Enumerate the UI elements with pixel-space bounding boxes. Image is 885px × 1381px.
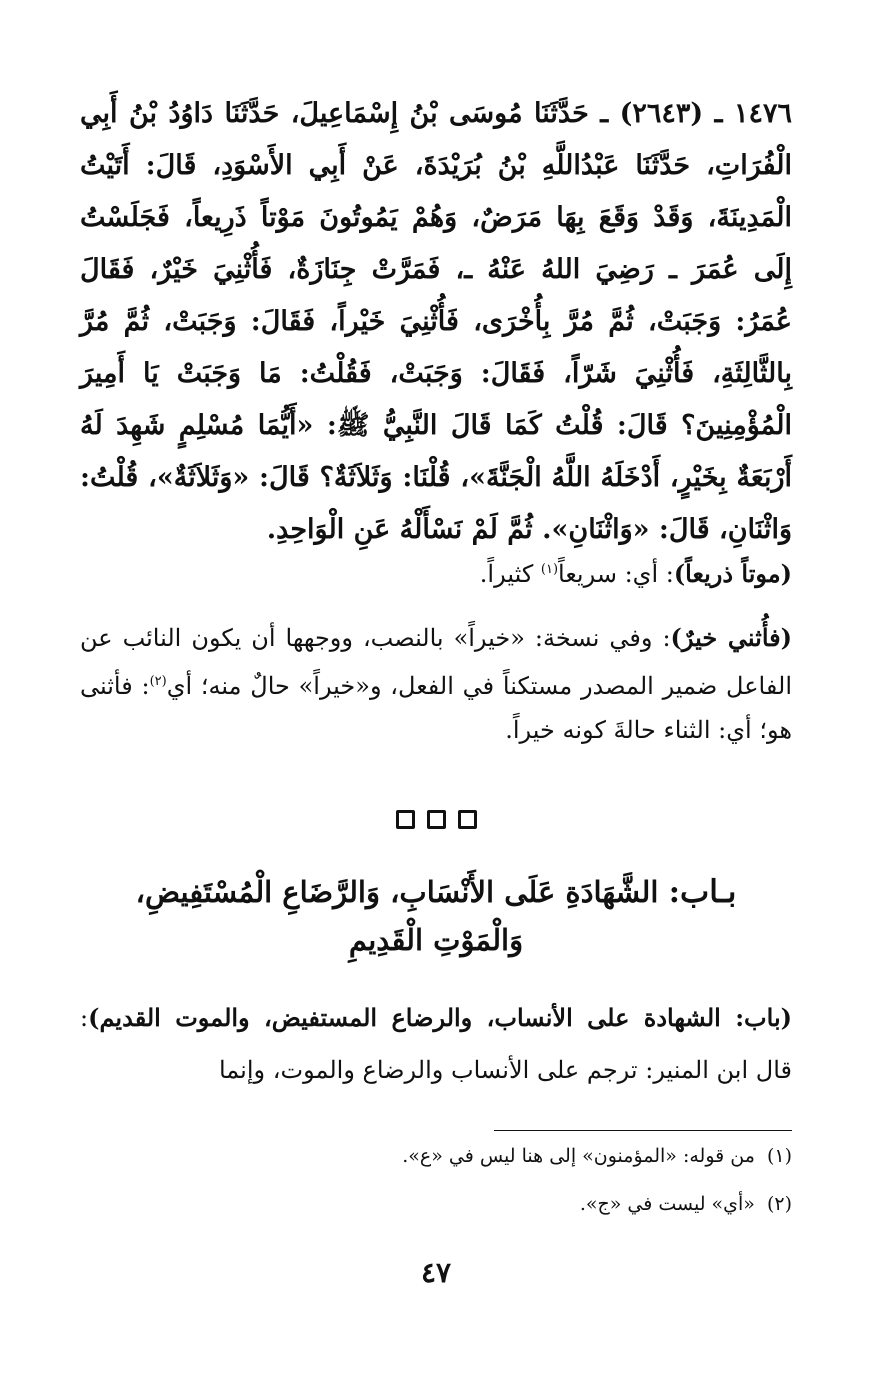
note-text-after: كثيراً. — [479, 560, 541, 588]
hadith-block — [80, 88, 792, 556]
footnote-ref[interactable]: (١) — [540, 562, 559, 577]
note-futhniya-khayr — [80, 616, 792, 752]
note-term: (فأُثني خيرٌ) — [670, 623, 792, 652]
chapter-label: بـاب: — [668, 874, 737, 910]
chapter-title-line2: وَالْمَوْتِ الْقَدِيمِ — [348, 923, 524, 957]
footnote-1 — [80, 1142, 792, 1170]
chapter-heading — [80, 868, 792, 964]
hadith-number: ١٤٧٦ ـ (٢٦٤٣) ـ — [600, 98, 792, 129]
section-separator — [80, 810, 792, 829]
book-page — [80, 88, 792, 1348]
commentary-term: (باب: الشهادة على الأنساب، والرضاع المستفيض، والموت القديم) — [88, 1003, 792, 1032]
footnote-ref[interactable]: (٢) — [149, 674, 167, 689]
hadith-paragraph — [80, 88, 792, 556]
footnote-2 — [80, 1190, 792, 1218]
note-term: (موتاً ذريعاً) — [673, 559, 792, 588]
footnote-number: (١) — [766, 1145, 792, 1167]
page-number: ٤٧ — [420, 1256, 452, 1289]
footnote-number: (٢) — [766, 1193, 792, 1215]
footnote-rule — [494, 1130, 792, 1131]
commentary-text: : قال ابن المنير: ترجم على الأنساب والرضاع والموت، وإنما — [80, 1004, 792, 1084]
note-mawtan-dharian — [80, 548, 792, 596]
note-text: : وفي نسخة: «خيراً» بالنصب، ووجهها أن يكون النائب عن الفاعل ضمير المصدر مستكناً في الفعل، و«خيراً» حالٌ منه؛ أي — [80, 624, 792, 700]
chapter-title-line1: الشَّهَادَةِ عَلَى الأَنْسَابِ، وَالرَّضَاعِ الْمُسْتَفِيضِ، — [135, 875, 659, 909]
separator-square-icon — [396, 810, 415, 829]
separator-square-icon — [427, 810, 446, 829]
note-text: : أي: سريعاً — [558, 560, 674, 588]
footnote-text: من قوله: «المؤمنون» إلى هنا ليس في «ع». — [402, 1145, 755, 1167]
footnote-text: «أي» ليست في «ج». — [579, 1193, 755, 1215]
separator-square-icon — [458, 810, 477, 829]
hadith-text: حَدَّثَنَا مُوسَى بْنُ إِسْمَاعِيلَ، حَدَّثَنَا دَاوُدُ بْنُ أَبِي الْفُرَاتِ، حَدَّثَنَا عَبْدُاللَّهِ بْنُ بُرَيْدَةَ، عَنْ أَبِي الأَسْوَدِ، قَالَ: أَتَيْتُ الْمَدِينَةَ، وَقَدْ وَقَعَ بِهَا مَرَضٌ، وَهُمْ يَمُوتُونَ مَوْتاً ذَرِيعاً، فَجَلَسْتُ إِلَى عُمَرَ ـ رَضِيَ اللهُ عَنْهُ ـ، فَمَرَّتْ جِنَازَةٌ، فَأُثْنِيَ خَيْرٌ، فَقَالَ عُمَرُ: وَجَبَتْ، ثُمَّ مُرَّ بِأُخْرَى، فَأُثْنِيَ خَيْراً، فَقَالَ: وَجَبَتْ، ثُمَّ مُرَّ بِالثَّالِثَةِ، فَأُثْنِيَ شَرّاً، فَقَالَ: وَجَبَتْ، فَقُلْتُ: مَا وَجَبَتْ يَا أَمِيرَ الْمُؤْمِنِينَ؟ قَالَ: قُلْتُ كَمَا قَالَ النَّبِيُّ ﷺ: «أَيُّمَا مُسْلِمٍ شَهِدَ لَهُ أَرْبَعَةٌ بِخَيْرٍ، أَدْخَلَهُ اللَّهُ الْجَنَّةَ»، قُلْنَا: وَثَلاَثَةٌ؟ قَالَ: «وَثَلاَثَةٌ»، قُلْتُ: وَاثْنَانِ، قَالَ: «وَاثْنَانِ». ثُمَّ لَمْ نَسْأَلْهُ عَنِ الْوَاحِدِ. — [80, 98, 792, 545]
note-text-after: : فأثنى هو؛ أي: الثناء حالةَ كونه خيراً. — [80, 672, 792, 744]
commentary-paragraph — [80, 992, 792, 1096]
